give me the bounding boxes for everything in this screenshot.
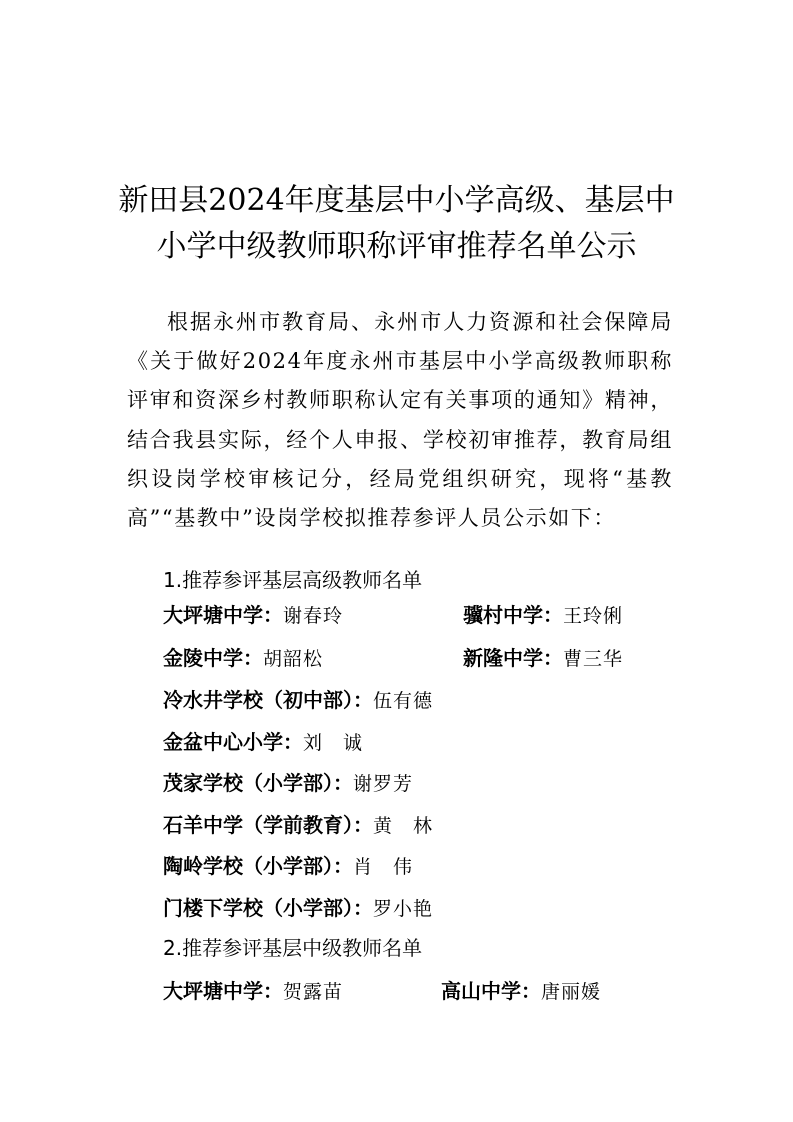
title-line-1: 新田县2024年度基层中小学高级、基层中 — [118, 183, 675, 218]
list-row — [163, 768, 683, 798]
list-row — [163, 600, 683, 630]
person-name: 胡韶松 — [263, 648, 324, 670]
list-row — [163, 810, 683, 840]
list-entry — [441, 976, 601, 1007]
school-name: 茂家学校（小学部）： — [163, 771, 353, 795]
person-name: 刘 诚 — [303, 732, 364, 754]
school-name: 骥村中学： — [463, 603, 563, 627]
person-name: 唐丽媛 — [541, 981, 602, 1003]
person-name: 肖 伟 — [353, 856, 414, 878]
school-name: 陶岭学校（小学部）： — [163, 854, 353, 878]
school-name: 冷水井学校（初中部）： — [163, 688, 373, 712]
school-name: 门楼下学校（小学部）： — [163, 896, 373, 920]
person-name: 贺露苗 — [283, 981, 344, 1003]
list-entry — [163, 727, 363, 758]
document-title — [100, 178, 693, 270]
person-name: 谢春玲 — [283, 605, 344, 627]
school-name: 新隆中学： — [463, 646, 563, 670]
list-entry — [463, 643, 623, 674]
list-entry — [163, 643, 323, 674]
list-entry — [463, 600, 623, 631]
person-name: 王玲俐 — [563, 605, 624, 627]
person-name: 罗小艳 — [373, 898, 434, 920]
person-name: 伍有德 — [373, 690, 434, 712]
list-entry — [163, 893, 433, 924]
school-name: 石羊中学（学前教育）： — [163, 813, 373, 837]
list-row — [163, 851, 683, 881]
section-2-heading: 2.推荐参评基层中级教师名单 — [163, 936, 423, 960]
list-entry — [163, 600, 343, 631]
list-row — [163, 976, 683, 1006]
list-row — [163, 727, 683, 757]
section-1-heading: 1.推荐参评基层高级教师名单 — [163, 568, 423, 592]
list-entry — [163, 851, 413, 882]
list-entry — [163, 768, 413, 799]
title-line-2: 小学中级教师职称评审推荐名单公示 — [156, 229, 637, 264]
school-name: 大坪塘中学： — [163, 979, 283, 1003]
list-entry — [163, 685, 433, 716]
school-name: 金盆中心小学： — [163, 730, 303, 754]
list-row — [163, 685, 683, 715]
intro-paragraph: 根据永州市教育局、永州市人力资源和社会保障局《关于做好2024年度永州市基层中小学高级教师职称评审和资深乡村教师职称认定有关事项的通知》精神，结合我县实际，经个人申报、学校初审推荐，教育局组织设岗学校审核记分，经局党组织研究，现将“基教高”“基教中”设岗学校拟推荐参评人员公示如下： — [127, 310, 673, 531]
school-name: 金陵中学： — [163, 646, 263, 670]
list-row — [163, 643, 683, 673]
school-name: 大坪塘中学： — [163, 603, 283, 627]
person-name: 黄 林 — [373, 815, 434, 837]
list-entry — [163, 976, 343, 1007]
school-name: 高山中学： — [441, 979, 541, 1003]
list-entry — [163, 810, 433, 841]
person-name: 曹三华 — [563, 648, 624, 670]
list-row — [163, 893, 683, 923]
person-name: 谢罗芳 — [353, 773, 414, 795]
